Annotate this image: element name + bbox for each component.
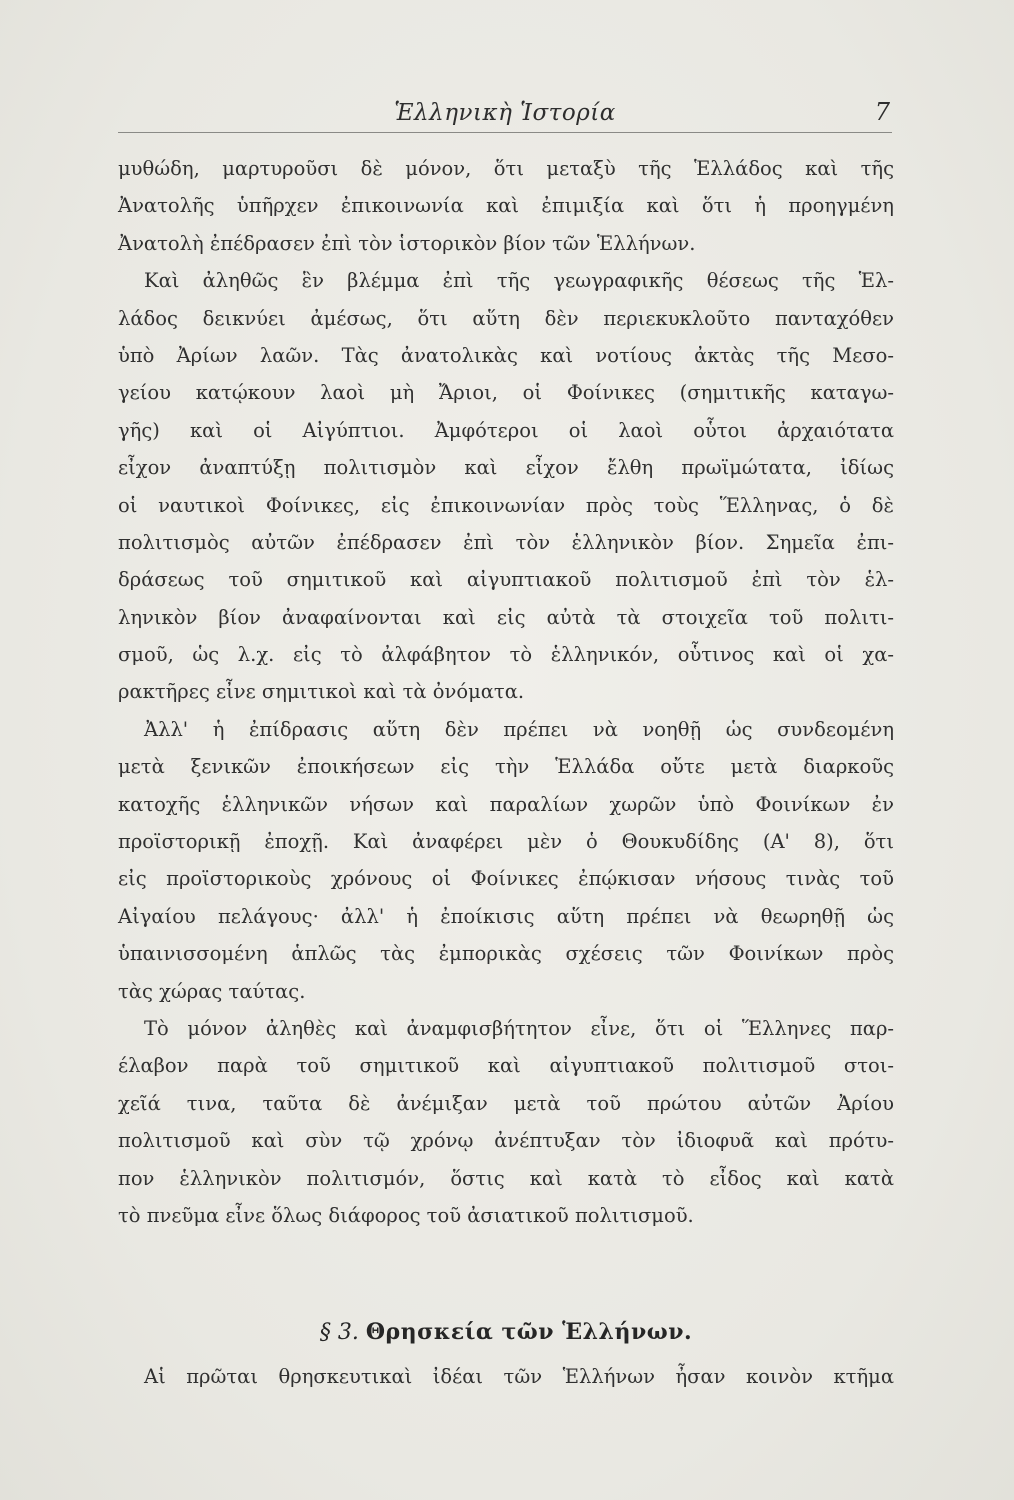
text-line: μετὰ ξενικῶν ἐποικήσεων εἰς τὴν Ἑλλάδα οὔτε μετὰ διαρκοῦς [118, 755, 894, 779]
text-line: Ἀλλ' ἡ ἐπίδρασις αὕτη δὲν πρέπει νὰ νοηθῇ ὡς συνδεομένη [144, 717, 894, 741]
section-number: § 3. [319, 1320, 359, 1345]
text-line: Καὶ ἀληθῶς ἓν βλέμμα ἐπὶ τῆς γεωγραφικῆς θέσεως τῆς Ἑλ- [144, 269, 894, 293]
text-line: τὰς χώρας ταύτας. [118, 979, 306, 1003]
section-heading [118, 1319, 894, 1345]
text-line: μυθώδη, μαρτυροῦσι δὲ μόνον, ὅτι μεταξὺ τῆς Ἑλλάδος καὶ τῆς [118, 157, 894, 180]
text-line: πολιτισμοῦ καὶ σὺν τῷ χρόνῳ ἀνέπτυξαν τὸν ἰδιοφυᾶ καὶ πρότυ- [118, 1129, 894, 1153]
text-line: οἱ ναυτικοὶ Φοίνικες, εἰς ἐπικοινωνίαν πρὸς τοὺς Ἕλληνας, ὁ δὲ [118, 493, 894, 517]
section-title: Θρησκεία τῶν Ἑλλήνων. [365, 1319, 693, 1345]
text-line: ληνικὸν βίον ἀναφαίνονται καὶ εἰς αὐτὰ τὰ στοιχεῖα τοῦ πολιτι- [118, 605, 894, 629]
text-line: ὑπὸ Ἀρίων λαῶν. Τὰς ἀνατολικὰς καὶ νοτίους ἀκτὰς τῆς Μεσο- [118, 343, 894, 367]
text-line: Αἰγαίου πελάγους· ἀλλ' ἡ ἐποίκισις αὕτη πρέπει νὰ θεωρηθῇ ὡς [118, 904, 894, 928]
text-line: τὸ πνεῦμα εἶνε ὅλως διάφορος τοῦ ἀσιατικοῦ πολιτισμοῦ. [118, 1203, 694, 1227]
text-line: έλαβον παρὰ τοῦ σημιτικοῦ καὶ αἰγυπτιακοῦ πολιτισμοῦ στοι- [118, 1054, 894, 1078]
page-number: 7 [874, 98, 890, 126]
running-title: Ἑλληνικὴ Ἱστορία [394, 100, 616, 126]
text-line: πον ἑλληνικὸν πολιτισμόν, ὅστις καὶ κατὰ τὸ εἶδος καὶ κατὰ [118, 1166, 894, 1190]
text-line: γῆς) καὶ οἱ Αἰγύπτιοι. Ἀμφότεροι οἱ λαοὶ οὗτοι ἀρχαιότατα [118, 418, 894, 442]
text-line: γείου κατῴκουν λαοὶ μὴ Ἄριοι, οἱ Φοίνικες (σημιτικῆς καταγω- [118, 381, 894, 405]
text-line: σμοῦ, ὡς λ.χ. εἰς τὸ ἀλφάβητον τὸ ἑλληνικόν, οὗτινος καὶ οἱ χα- [118, 643, 894, 667]
running-header [118, 96, 892, 133]
text-line: κατοχῆς ἑλληνικῶν νήσων καὶ παραλίων χωρῶν ὑπὸ Φοινίκων ἐν [118, 792, 894, 816]
body-text [118, 150, 894, 1234]
text-line: προϊστορικῇ ἐποχῇ. Καὶ ἀναφέρει μὲν ὁ Θουκυδίδης (Α' 8), ὅτι [118, 830, 894, 854]
text-line: Τὸ μόνον ἀληθὲς καὶ ἀναμφισβήτητον εἶνε, ὅτι οἱ Ἕλληνες παρ- [144, 1016, 894, 1040]
text-line: ὑπαινισσομένη ἁπλῶς τὰς ἐμπορικὰς σχέσεις τῶν Φοινίκων πρὸς [118, 942, 894, 966]
text-line: εἶχον ἀναπτύξῃ πολιτισμὸν καὶ εἶχον ἔλθη πρωϊμώτατα, ἰδίως [118, 456, 894, 480]
text-line: πολιτισμὸς αὐτῶν ἐπέδρασεν ἐπὶ τὸν ἑλληνικὸν βίον. Σημεῖα ἐπι- [118, 530, 894, 554]
text-line: ρακτῆρες εἶνε σημιτικοὶ καὶ τὰ ὀνόματα. [118, 680, 525, 704]
text-line: Αἱ πρῶται θρησκευτικαὶ ἰδέαι τῶν Ἑλλήνων ἦσαν κοινὸν κτῆμα [144, 1365, 894, 1388]
final-paragraph [118, 1358, 894, 1395]
text-line: δράσεως τοῦ σημιτικοῦ καὶ αἰγυπτιακοῦ πολιτισμοῦ ἐπὶ τὸν ἑλ- [118, 568, 894, 592]
text-line: λάδος δεικνύει ἀμέσως, ὅτι αὕτη δὲν περιεκυκλοῦτο πανταχόθεν [118, 306, 894, 330]
text-line: Ἀνατολὴ ἐπέδρασεν ἐπὶ τὸν ἱστορικὸν βίον τῶν Ἑλλήνων. [118, 231, 696, 255]
text-line: χεῖά τινα, ταῦτα δὲ ἀνέμιξαν μετὰ τοῦ πρώτου αὐτῶν Ἀρίου [118, 1091, 894, 1115]
text-line: εἰς προϊστορικοὺς χρόνους οἱ Φοίνικες ἐπῴκισαν νήσους τινὰς τοῦ [118, 867, 894, 891]
text-line: Ἀνατολῆς ὑπῆρχεν ἐπικοινωνία καὶ ἐπιμιξία καὶ ὅτι ἡ προηγμένη [118, 194, 894, 218]
